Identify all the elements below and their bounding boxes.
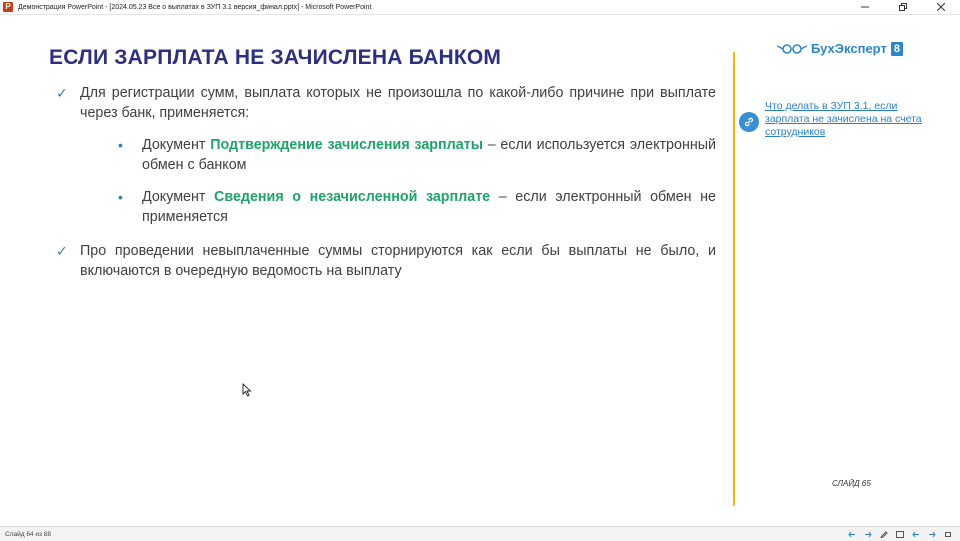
check-icon: ✓ [56,85,68,101]
slide-counter: Слайд 64 из 88 [5,530,52,538]
restore-icon [899,3,907,11]
bullet-text: Про проведении невыплаченные суммы сторнируются как если бы выплаты не было, и включаются в очередную ведомость на выплату [80,243,716,279]
slide-title: ЕСЛИ ЗАРПЛАТА НЕ ЗАЧИСЛЕНА БАНКОМ [49,46,502,69]
buhexpert-logo [777,41,903,56]
bullet-item [56,241,716,281]
status-controls [848,528,952,540]
bullet-text: Для регистрации сумм, выплата которых не произошла по какой-либо причине при выплате через банк, применяется: [80,85,716,121]
bullet-dot: • [118,137,123,153]
minimize-icon [861,3,869,11]
sub-bullet-item [80,187,716,227]
logo-badge: 8 [891,42,903,56]
next-slide-icon[interactable] [864,531,872,538]
status-bar [0,526,960,541]
close-button[interactable] [922,0,960,14]
article-link[interactable]: Что делать в ЗУП 3.1, если зарплата не зачислена на счета сотрудников [765,100,922,138]
logo-text: БухЭксперт [811,41,887,56]
link-icon[interactable] [739,112,759,132]
document-name-highlight: Сведения о незачисленной зарплате [214,189,491,205]
minimize-button[interactable] [846,0,884,14]
restore-button[interactable] [884,0,922,14]
cursor-icon [242,383,252,397]
vertical-divider [733,52,735,506]
sub-bullet-prefix: Документ [142,137,211,153]
pen-icon[interactable] [880,531,888,538]
sub-bullet-prefix: Документ [142,189,215,205]
slide-canvas[interactable] [0,15,960,525]
next-arrow-icon[interactable] [928,531,936,538]
sub-bullet-suffix: – если электронный обмен не применяется [142,189,716,225]
powerpoint-app-icon: P [3,2,13,12]
sub-bullet-item [80,135,716,175]
previous-slide-icon[interactable] [848,531,856,538]
close-icon [937,3,945,11]
sub-bullet-suffix: – если используется электронный обмен с банком [142,137,717,173]
owl-logo-icon [777,42,807,56]
slide-number: СЛАЙД 65 [832,479,871,488]
bullet-item [56,83,716,227]
prev-arrow-icon[interactable] [912,531,920,538]
document-name-highlight: Подтверждение зачисления зарплаты [210,137,483,153]
window-controls [846,0,960,14]
window-title-bar [0,0,960,15]
fit-slide-icon[interactable] [944,531,952,538]
slide-content [56,83,716,289]
window-title: Демонстрация PowerPoint - [2024.05.23 Все о выплатах в ЗУП 3.1 версия_финал.pptx] - Microsoft PowerPoint [18,3,372,11]
check-icon: ✓ [56,243,68,259]
slides-menu-icon[interactable] [896,531,904,538]
bullet-dot: • [118,189,123,205]
